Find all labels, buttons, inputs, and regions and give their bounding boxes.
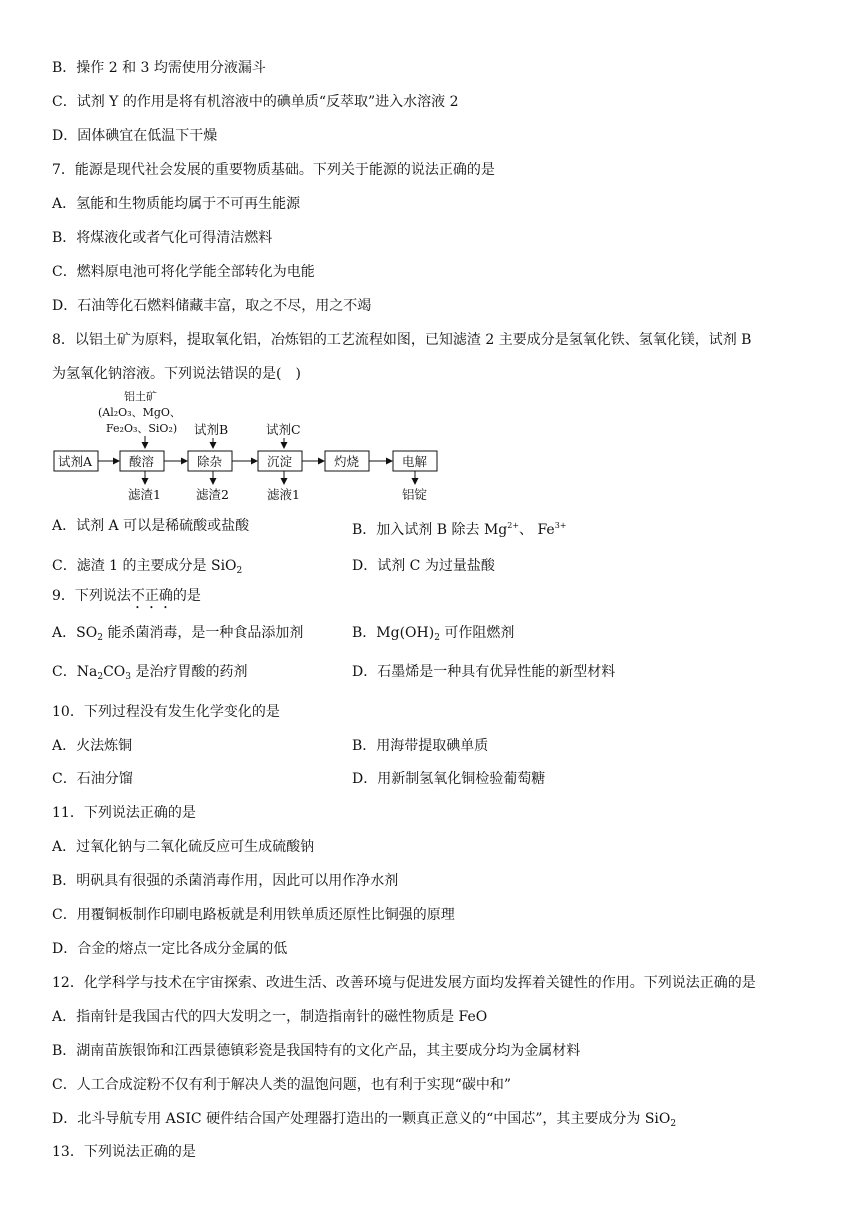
q9-option-c: C．$Na_2CO_3$ 是治疗胃酸的药剂 (52, 664, 248, 682)
q12-option-a: A．指南针是我国古代的四大发明之一，制造指南针的磁性物质是 FeO (52, 1009, 488, 1025)
q8-option-a: A．试剂 A 可以是稀硫酸或盐酸 (52, 518, 250, 534)
q10-stem: 10．下列过程没有发生化学变化的是 (52, 704, 280, 720)
q6-option-d: D．固体碘宜在低温下干燥 (52, 128, 218, 144)
q11-option-a: A．过氧化钠与二氧化硫反应可生成硫酸钠 (52, 839, 315, 855)
reagent-b-label: 试剂B (194, 422, 229, 437)
q10-option-a: A．火法炼铜 (52, 738, 133, 754)
reagent-c-label: 试剂C (266, 422, 301, 437)
box-electrolysis-label: 电解 (402, 454, 428, 469)
q8-option-b: B．加入试剂 B 除去 $Mg^{2+}$、 $Fe^{3+}$ (352, 521, 567, 538)
q9-option-a: A．$SO_2$ 能杀菌消毒，是一种食品添加剂 (52, 625, 304, 643)
q12-option-b: B．湖南苗族银饰和江西景德镇彩瓷是我国特有的文化产品，其主要成分均为金属材料 (52, 1043, 581, 1059)
box-reagent-a-label: 试剂A (58, 454, 93, 469)
q10-option-c: C．石油分馏 (52, 771, 133, 787)
q11-option-c: C．用覆铜板制作印刷电路板就是利用铁单质还原性比铜强的原理 (52, 907, 455, 923)
ore-composition-1: (Al₂O₃、MgO、 (98, 406, 181, 419)
filtrate-1-label: 滤液1 (267, 487, 300, 502)
box-precipitate-label: 沉淀 (267, 454, 293, 469)
q12-stem: 12．化学科学与技术在宇宙探索、改进生活、改善环境与促进发展方面均发挥着关键性的作用。下列说法正确的是 (52, 975, 756, 991)
box-purify-label: 除杂 (197, 454, 223, 469)
q9-option-d: D．石墨烯是一种具有优异性能的新型材料 (352, 664, 616, 680)
residue-1-label: 滤渣1 (128, 487, 161, 502)
q8-option-d: D．试剂 C 为过量盐酸 (352, 558, 495, 574)
q6-option-b: B．操作 2 和 3 均需使用分液漏斗 (52, 60, 266, 76)
emphasis-not-correct: 不正确 (130, 588, 173, 604)
q7-option-c: C．燃料原电池可将化学能全部转化为电能 (52, 264, 315, 280)
q7-option-b: B．将煤液化或者气化可得清洁燃料 (52, 230, 273, 246)
q10-option-b: B．用海带提取碘单质 (352, 738, 489, 754)
q8-stem-line2: 为氢氧化钠溶液。下列说法错误的是( ) (52, 366, 301, 382)
q11-option-d: D．合金的熔点一定比各成分金属的低 (52, 941, 288, 957)
q6-option-c: C．试剂 Y 的作用是将有机溶液中的碘单质“反萃取”进入水溶液 2 (52, 94, 459, 110)
residue-2-label: 滤渣2 (196, 487, 229, 502)
ore-title: 铝土矿 (124, 390, 157, 403)
q12-option-c: C．人工合成淀粉不仅有利于解决人类的温饱问题，也有利于实现“碳中和” (52, 1077, 512, 1093)
q11-option-b: B．明矾具有很强的杀菌消毒作用，因此可以用作净水剂 (52, 873, 399, 889)
q9-option-b: B．$Mg(OH)_2$ 可作阻燃剂 (352, 625, 515, 643)
box-acid-dissolve-label: 酸溶 (129, 454, 155, 469)
q8-option-c: C．滤渣 1 的主要成分是 SiO$_2$ (52, 558, 243, 576)
ore-composition-2: Fe₂O₃、SiO₂) (106, 422, 178, 435)
q7-stem: 7．能源是现代社会发展的重要物质基础。下列关于能源的说法正确的是 (52, 162, 495, 178)
box-calcine-label: 灼烧 (334, 454, 360, 469)
process-flow-diagram (52, 388, 452, 504)
q7-option-d: D．石油等化石燃料储藏丰富，取之不尽，用之不竭 (52, 298, 372, 314)
q10-option-d: D．用新制氢氧化铜检验葡萄糖 (352, 771, 546, 787)
q9-stem: 9．下列说法不正确的是 (52, 588, 201, 604)
q12-option-d: D．北斗导航专用 ASIC 硬件结合国产处理器打造出的一颗真正意义的“中国芯”，其主要成分为 SiO$_2$ (52, 1111, 677, 1129)
ingot-label: 铝锭 (402, 487, 428, 502)
q7-option-a: A．氢能和生物质能均属于不可再生能源 (52, 196, 301, 212)
q13-stem: 13．下列说法正确的是 (52, 1144, 196, 1160)
q8-stem-line1: 8．以铝土矿为原料，提取氧化铝，冶炼铝的工艺流程如图，已知滤渣 2 主要成分是氢氧化铁、氢氧化镁，试剂 B (52, 332, 752, 348)
q11-stem: 11．下列说法正确的是 (52, 805, 196, 821)
